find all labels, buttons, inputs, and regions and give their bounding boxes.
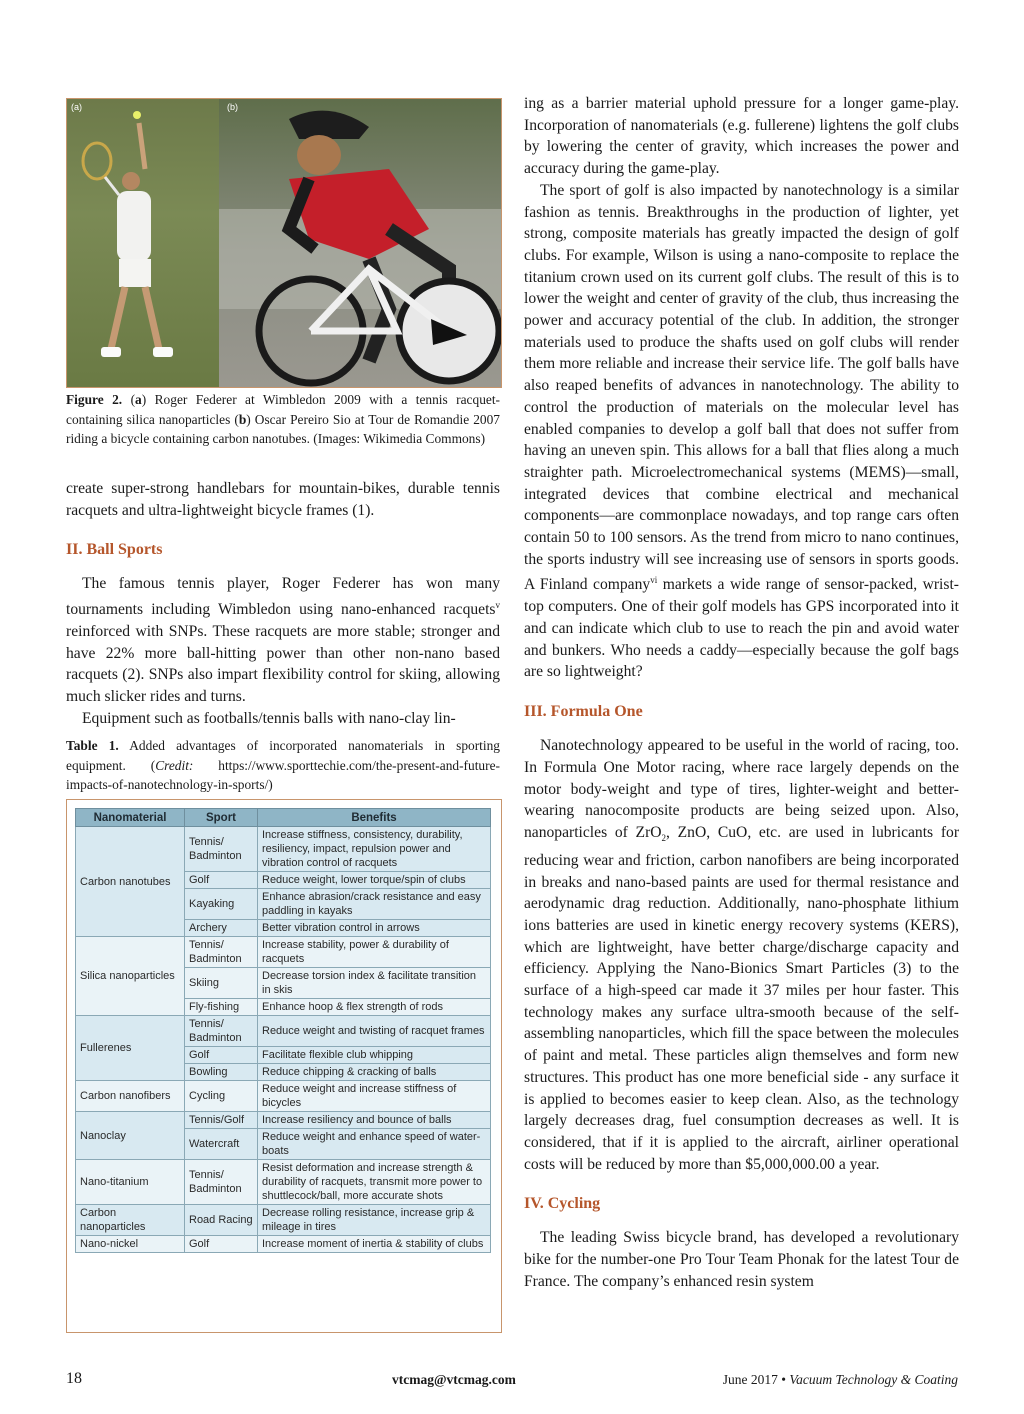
cell-sport: Archery xyxy=(185,920,258,937)
cell-benefit: Enhance hoop & flex strength of rods xyxy=(258,999,491,1016)
panel-a-tag: (a) xyxy=(71,102,82,112)
left-paragraph-3: Equipment such as footballs/tennis balls with nano-clay lin- xyxy=(82,709,456,727)
cell-sport: Golf xyxy=(185,1047,258,1064)
table-row xyxy=(76,1112,491,1129)
cell-sport: Tennis/Golf xyxy=(185,1112,258,1129)
page-number: 18 xyxy=(66,1370,82,1387)
caption-paren: ( xyxy=(130,392,136,407)
photo-tennis-player xyxy=(67,99,219,387)
cell-benefit: Decrease rolling resistance, increase grip & mileage in tires xyxy=(258,1205,491,1236)
cell-material: Nano-nickel xyxy=(76,1236,185,1253)
cell-benefit: Increase moment of inertia & stability of clubs xyxy=(258,1236,491,1253)
cell-material: Carbon nanofibers xyxy=(76,1081,185,1112)
cell-sport: Skiing xyxy=(185,968,258,999)
heading-cycling: IV. Cycling xyxy=(524,1195,601,1213)
cell-benefit: Reduce weight and twisting of racquet frames xyxy=(258,1016,491,1047)
table-row xyxy=(76,1205,491,1236)
left-paragraph-1: create super-strong handlebars for mountain-bikes, durable tennis racquets and ultra-lightweight bicycle frames (1). xyxy=(66,480,500,519)
cell-benefit: Decrease torsion index & facilitate transition in skis xyxy=(258,968,491,999)
cell-benefit: Resist deformation and increase strength & durability of racquets, transmit more power to shuttlecock/ball, more accurate shots xyxy=(258,1160,491,1205)
cell-material: Nano-titanium xyxy=(76,1160,185,1205)
cell-material: Fullerenes xyxy=(76,1016,185,1081)
cell-material: Silica nanoparticles xyxy=(76,937,185,1016)
cell-benefit: Enhance abrasion/crack resistance and easy paddling in kayaks xyxy=(258,889,491,920)
paragraph-text: Nanotechnology appeared to be useful in the world of racing, too. In Formula One Motor racing, where race largely depends on the motor body-weight and type of tires, lighter-weight and better-wearing nanocomposite products are being seized upon. Also, nanoparticles of ZrO xyxy=(524,737,959,841)
footer-magazine-info xyxy=(723,1372,958,1388)
paragraph-text: The sport of golf is also impacted by nanotechnology is a similar fashion as tennis. Breakthroughs in the production of lighter, yet strong, composite materials has greatly impacted the design of golf clubs. For example, Wilson is using a nano-composite to replace the titanium crown used on its current golf clubs. The result of this is to lower the weight and center of gravity of the club, thus increasing the power and accuracy potential of the club. In addition, the stronger materials used to produce the shafts used on golf clubs will render them more reliable and increase their service life. The golf balls have also reaped benefits of advances in nanotechnology. The ability to control the production of materials on the molecular level has enabled companies to develop a golf ball that does not suffer from having an uneven spin. This allows for a ball that flies along a much straighter path. Microelectromechanical systems (MEMS)—small, integrated devices that combine electrical and mechanical components—are commonplace nowadays, and top range cars often contain 50 to 100 sensors. As the trend from micro to nano continues, the sports industry will see increasing use of sensors in sports goods. A Finland company xyxy=(524,181,959,594)
subscript-2: 2 xyxy=(661,833,667,844)
cell-sport: Cycling xyxy=(185,1081,258,1112)
table-header-row xyxy=(76,809,491,827)
photo-cyclist xyxy=(219,99,501,387)
table-row xyxy=(76,1236,491,1253)
left-paragraph-2 xyxy=(66,573,500,707)
right-paragraph-4: The leading Swiss bicycle brand, has developed a revolutionary bike for the number-one Pro Tour Team Phonak for the latest Tour de France. The company’s enhanced resin system xyxy=(524,1229,959,1290)
cell-benefit: Better vibration control in arrows xyxy=(258,920,491,937)
tennis-player-illustration xyxy=(67,99,219,387)
cell-material: Carbon nanotubes xyxy=(76,827,185,937)
cell-sport: Golf xyxy=(185,872,258,889)
figure-2-image xyxy=(66,98,502,388)
caption-text-a: ) Roger Federer at Wimbledon 2009 with a tennis racquet-containing silica nanoparticles ( xyxy=(66,392,501,427)
nanomaterials-table xyxy=(75,808,491,1253)
header-benefits: Benefits xyxy=(258,809,491,827)
right-paragraph-2 xyxy=(524,180,959,683)
paragraph-text: , ZnO, CuO, etc. are used in lubricants for reducing wear and friction, carbon nanofibers are being incorporated in breaks and nano-based paints are used for thermal resistance and aerodynamic drag reduction. Additionally, nano-phosphate lithium ions batteries are used in kinetic energy recovery systems (KERS), which are lightweight, have better charge/discharge capacity and efficiency. Applying the Nano-Bionics Smart Particles (3) to the surface of a high-speed car made it 37 miles per hour faster. This technology makes any surface ultra-smooth because of the self-assembling nanoparticles, which fill the space between the molecules of paint and metal. These particles align themselves and form new structures. This product has one more beneficial side - any surface it is applied to becomes easier to keep clean. Also, as the technology largely decreases drag, fuel consumption decreases as well. It is considered, that if it is applied to the aircraft, airliner operational costs will be reduced by more than $5,000,000.00 a year. xyxy=(524,823,960,1173)
cell-benefit: Reduce weight and increase stiffness of bicycles xyxy=(258,1081,491,1112)
table-row xyxy=(76,1016,491,1047)
left-column xyxy=(66,478,500,730)
cell-sport: Bowling xyxy=(185,1064,258,1081)
caption-letter-b: b xyxy=(238,411,247,427)
table-row xyxy=(76,827,491,872)
cyclist-illustration xyxy=(219,99,501,387)
paragraph-text: reinforced with SNPs. These racquets are more stable; stronger and have 22% more ball-hitting power than other non-nano based racquets (2). SNPs also impart flexibility control for skiing, allowing much slicker rides and turns. xyxy=(66,623,500,706)
table-caption xyxy=(66,736,500,795)
table-caption-url: https://www.sporttechie.com/the-present-and-future-impacts-of-nanotechnology-in-sports/) xyxy=(66,757,500,793)
table-1-image xyxy=(66,799,502,1333)
footer-magazine-name: Vacuum Technology & Coating xyxy=(789,1372,958,1387)
footnote-marker-v: v xyxy=(495,600,500,611)
figure-label: Figure 2. xyxy=(66,392,123,407)
table-caption-credit: Credit: xyxy=(155,757,194,773)
cell-benefit: Reduce weight and enhance speed of water-boats xyxy=(258,1129,491,1160)
cell-sport: Kayaking xyxy=(185,889,258,920)
cell-benefit: Increase stiffness, consistency, durability, resiliency, impact, repulsion power and vibration control of racquets xyxy=(258,827,491,872)
panel-b-tag: (b) xyxy=(227,102,238,112)
cell-benefit: Increase stability, power & durability of racquets xyxy=(258,937,491,968)
header-nanomaterial: Nanomaterial xyxy=(76,809,185,827)
heading-formula-one: III. Formula One xyxy=(524,703,643,721)
cell-material: Nanoclay xyxy=(76,1112,185,1160)
paragraph-text: markets a wide range of sensor-packed, wrist-top computers. One of their golf models has GPS incorporated into it and can indicate which club to use to reach the pin and avoid water and bunkers. Who needs a caddy—especially because the golf bags are so lightweight? xyxy=(524,576,959,681)
caption-text-b: ) Oscar Pereiro Sio at Tour de Romandie 2007 riding a bicycle containing carbon nanotubes. (Images: Wikimedia Commons) xyxy=(66,411,500,447)
heading-ball-sports: II. Ball Sports xyxy=(66,541,163,559)
table-row xyxy=(76,937,491,968)
table-row xyxy=(76,1160,491,1205)
cell-benefit: Facilitate flexible club whipping xyxy=(258,1047,491,1064)
cell-benefit: Increase resiliency and bounce of balls xyxy=(258,1112,491,1129)
cell-sport: Tennis/ Badminton xyxy=(185,1160,258,1205)
cell-sport: Tennis/ Badminton xyxy=(185,1016,258,1047)
footnote-marker-vi: vi xyxy=(650,575,658,586)
cell-sport: Golf xyxy=(185,1236,258,1253)
footer-date: June 2017 xyxy=(722,1372,778,1387)
table-label: Table 1. xyxy=(66,738,119,753)
footer-email: vtcmag@vtcmag.com xyxy=(392,1372,516,1387)
cell-sport: Watercraft xyxy=(185,1129,258,1160)
right-paragraph-3 xyxy=(524,735,959,1175)
caption-letter-a: a xyxy=(135,392,142,407)
cell-sport: Road Racing xyxy=(185,1205,258,1236)
table-row xyxy=(76,1081,491,1112)
cell-sport: Tennis/ Badminton xyxy=(185,937,258,968)
table-caption-text: Added advantages of incorporated nanomaterials in sporting equipment. ( xyxy=(66,738,500,773)
right-column xyxy=(524,93,959,1292)
cell-material: Carbon nanoparticles xyxy=(76,1205,185,1236)
header-sport: Sport xyxy=(185,809,258,827)
figure-caption xyxy=(66,390,500,449)
cell-sport: Fly-fishing xyxy=(185,999,258,1016)
cell-benefit: Reduce weight, lower torque/spin of clubs xyxy=(258,872,491,889)
paragraph-text: The famous tennis player, Roger Federer has won many tournaments including Wimbledon using nano-enhanced racquets xyxy=(66,575,500,619)
footer-bullet: • xyxy=(781,1372,786,1387)
right-paragraph-1: ing as a barrier material uphold pressure for a longer game-play. Incorporation of nanomaterials (e.g. fullerene) lightens the golf clubs by lowering the center of gravity, which increases the power and accuracy during the game-play. xyxy=(524,95,959,178)
cell-sport: Tennis/ Badminton xyxy=(185,827,258,872)
cell-benefit: Reduce chipping & cracking of balls xyxy=(258,1064,491,1081)
